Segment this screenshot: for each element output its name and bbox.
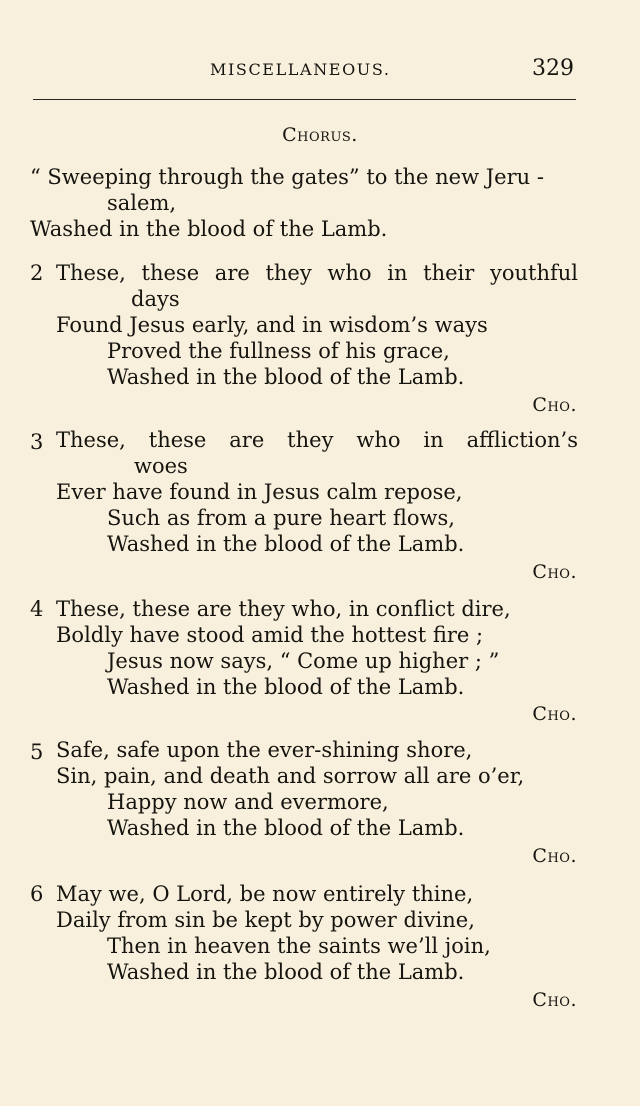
verse-line: Safe, safe upon the ever-shining shore, <box>56 738 473 762</box>
verse-line: Washed in the blood of the Lamb. <box>107 675 465 699</box>
verse-number: 2 <box>30 261 44 285</box>
verse-line: These, these are they who in affliction’s <box>56 428 578 452</box>
verse-line: Sin, pain, and death and sorrow all are o’er, <box>56 764 525 788</box>
chorus-refrain-label: Cho. <box>532 703 577 725</box>
verse-line: These, these are they who, in conflict dire, <box>56 597 511 621</box>
verse-line: May we, O Lord, be now entirely thine, <box>56 882 474 906</box>
page-number: 329 <box>532 56 574 81</box>
verse-number: 4 <box>30 597 44 621</box>
verse-line: woes <box>134 454 188 478</box>
verse-line: days <box>131 287 180 311</box>
verse-line: Washed in the blood of the Lamb. <box>107 532 465 556</box>
verse-number: 6 <box>30 882 44 906</box>
verse-line: Washed in the blood of the Lamb. <box>107 365 465 389</box>
verse-line: Then in heaven the saints we’ll join, <box>107 934 491 958</box>
verse-line: Happy now and evermore, <box>107 790 389 814</box>
verse-line: Proved the fullness of his grace, <box>107 339 450 363</box>
verse-line: Daily from sin be kept by power divine, <box>56 908 475 932</box>
verse-line: These, these are they who in their youthful <box>56 261 578 285</box>
verse-number: 3 <box>30 430 44 454</box>
verse-line: Washed in the blood of the Lamb. <box>107 816 465 840</box>
page-header <box>0 56 640 90</box>
verse-line: Washed in the blood of the Lamb. <box>107 960 465 984</box>
verse-line: Jesus now says, “ Come up higher ; ” <box>107 649 500 673</box>
chorus-refrain-label: Cho. <box>532 394 577 416</box>
chorus-line: salem, <box>107 191 177 215</box>
chorus-line: “ Sweeping through the gates” to the new Jeru - <box>30 165 544 189</box>
chorus-line: Washed in the blood of the Lamb. <box>30 217 388 241</box>
verse-line: Such as from a pure heart flows, <box>107 506 455 530</box>
chorus-refrain-label: Cho. <box>532 989 577 1011</box>
chorus-heading: Chorus. <box>282 124 358 146</box>
chorus-refrain-label: Cho. <box>532 561 577 583</box>
header-rule <box>33 99 576 100</box>
verse-line: Ever have found in Jesus calm repose, <box>56 480 463 504</box>
verse-line: Boldly have stood amid the hottest fire ; <box>56 623 484 647</box>
verse-line: Found Jesus early, and in wisdom’s ways <box>56 313 488 337</box>
verse-number: 5 <box>30 740 44 764</box>
chorus-refrain-label: Cho. <box>532 845 577 867</box>
running-head: MISCELLANEOUS. <box>210 60 391 79</box>
